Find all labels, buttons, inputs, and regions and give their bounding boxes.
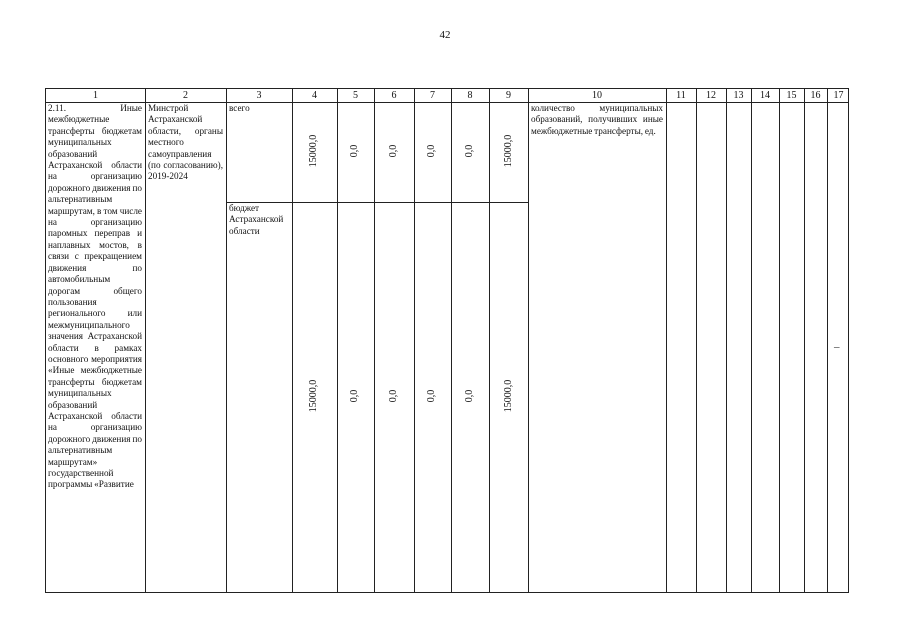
header-col-9: 9 <box>506 90 511 101</box>
header-col-11: 11 <box>676 90 686 101</box>
header-col-16: 16 <box>810 90 821 101</box>
regional-value-col6: 0,0 <box>388 389 399 403</box>
header-col-3: 3 <box>256 90 262 101</box>
header-col-6: 6 <box>391 90 397 101</box>
col-divider <box>489 89 490 592</box>
col-divider <box>666 89 667 592</box>
indicator-description: количество муниципальных образований, получивших иные межбюджетные трансферты, ед. <box>531 103 663 136</box>
total-value-col8: 0,0 <box>464 144 475 158</box>
total-value-col6: 0,0 <box>388 144 399 158</box>
regional-value-col7: 0,0 <box>426 389 437 403</box>
funding-total-label: всего <box>229 103 250 113</box>
header-col-4: 4 <box>312 90 317 101</box>
header-col-17: 17 <box>833 90 844 101</box>
header-col-2: 2 <box>183 90 188 101</box>
responsible-executor: Минстрой Астраханской области, органы местного самоуправления (по согласованию), 2019-2024 <box>148 103 223 182</box>
header-col-14: 14 <box>760 90 770 101</box>
col-divider <box>528 89 529 592</box>
measure-description: 2.11. Иные межбюджетные трансферты бюджетам муниципальных образований Астраханской области на организацию дорожного движения по альтернативным маршрутам, в том числе на организацию паромных переправ и наплавных мостов, в связи с прекращением движения по автомобильным дорогам общего пользования регионального или межмуниципального значения Астраханской области в рамках основного мероприятия «Иные межбюджетные трансферты бюджетам муниципальных образований Астраханской области на организацию дорожного движения по альтернативным маршрутам» государственной программы «Развитие <box>48 103 142 490</box>
header-col-1: 1 <box>93 90 98 101</box>
page-number: 42 <box>439 29 451 41</box>
col-divider <box>779 89 780 592</box>
col-divider <box>726 89 727 592</box>
col-divider <box>145 89 146 592</box>
regional-value-col8: 0,0 <box>464 389 475 403</box>
regional-value-col5: 0,0 <box>349 389 360 403</box>
col-divider <box>696 89 697 592</box>
header-col-7: 7 <box>430 90 435 101</box>
col-divider <box>827 89 828 592</box>
col-divider <box>414 89 415 592</box>
regional-value-col4: 15000,0 <box>308 379 319 413</box>
total-value-col5: 0,0 <box>349 144 360 158</box>
col-divider <box>226 89 227 592</box>
data-table <box>45 88 849 593</box>
header-col-12: 12 <box>706 90 716 101</box>
total-value-col4: 15000,0 <box>308 134 319 168</box>
col-divider <box>292 89 293 592</box>
header-col-5: 5 <box>353 90 358 101</box>
col-divider <box>451 89 452 592</box>
total-value-col7: 0,0 <box>426 144 437 158</box>
col-divider <box>337 89 338 592</box>
col-divider <box>751 89 752 592</box>
header-col-8: 8 <box>467 90 473 101</box>
regional-value-col9: 15000,0 <box>503 379 514 413</box>
header-col-10: 10 <box>592 90 602 101</box>
col-divider <box>374 89 375 592</box>
funding-regional-label: бюджет Астраханской области <box>229 203 284 236</box>
total-value-col9: 15000,0 <box>503 134 514 168</box>
col-divider <box>804 89 805 592</box>
col17-dash: – <box>834 341 840 353</box>
header-col-15: 15 <box>786 90 797 101</box>
header-col-13: 13 <box>733 90 744 101</box>
